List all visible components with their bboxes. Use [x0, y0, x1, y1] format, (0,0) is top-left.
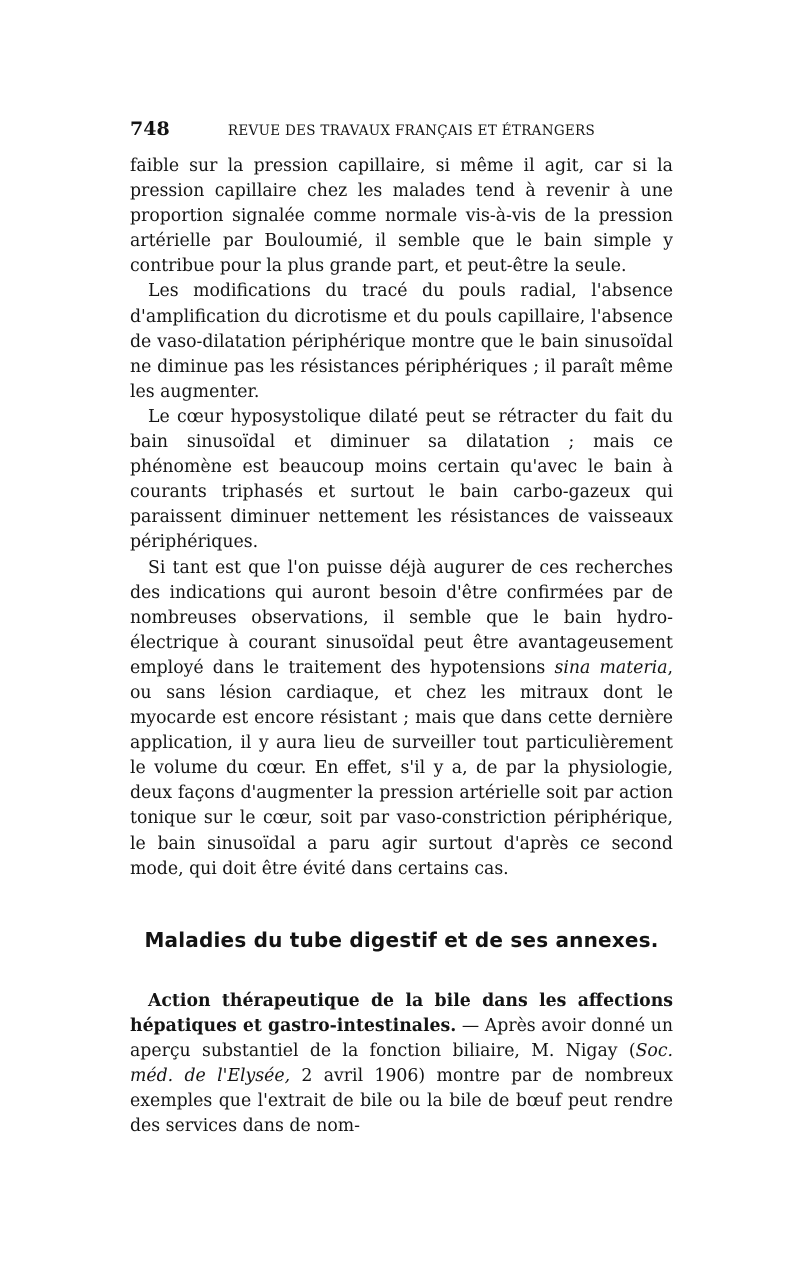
paragraph-2: Les modifications du tracé du pouls radial, l'absence d'amplification du dicrotisme et du pouls capillaire, l'absence de vaso-dilatation périphérique montre que le bain sinusoïdal ne diminue pas les résistances périphériques ; il paraît même les augmenter.	[130, 281, 673, 402]
running-title: REVUE DES TRAVAUX FRANÇAIS ET ÉTRANGERS	[227, 123, 596, 139]
article-paragraph	[130, 989, 673, 1140]
page-number: 748	[130, 118, 170, 140]
article-text-a: — Après avoir donné un aperçu substantiel de la fonction biliaire, M. Nigay (	[130, 1015, 673, 1061]
article-text-b: 2 avril 1906) montre par de nombreux exemples que l'extrait de bile ou la bile de bœuf peut rendre des services dans de nom-	[130, 1066, 673, 1137]
paragraph-4-italic: sina materia	[554, 657, 668, 678]
paragraph-4	[130, 556, 673, 882]
paragraph-3: Le cœur hyposystolique dilaté peut se rétracter du fait du bain sinusoïdal et diminuer sa dilatation ; mais ce phénomène est beaucoup moins certain qu'avec le bain à courants triphasés et surtout le bain carbo-gazeux qui paraissent diminuer nettement les résistances de vaisseaux périphériques.	[130, 406, 673, 553]
article-source: Soc. méd. de l'Elysée,	[130, 1041, 673, 1087]
paragraph-4-text-b: , ou sans lésion cardiaque, et chez les mitraux dont le myocarde est encore résistant ; mais que dans cette dernière application, il y aura lieu de surveiller tout particulièrement le volume du cœur. En effet, s'il y a, de par la physiologie, deux façons d'augmenter la pression artérielle soit par action tonique sur le cœur, soit par vaso-constriction périphérique, le bain sinusoïdal a paru agir surtout d'après ce second mode, qui doit être évité dans certains cas.	[130, 657, 673, 879]
body-text	[130, 154, 673, 1139]
paragraph-1: faible sur la pression capillaire, si même il agit, car si la pression capillaire chez les malades tend à revenir à une proportion signalée comme normale vis-à-vis de la pression artérielle par Bouloumié, il semble que le bain simple y contribue pour la plus grande part, et peut-être la seule.	[130, 156, 673, 277]
paragraph-4-text-a: Si tant est que l'on puisse déjà augurer de ces recherches des indications qui auront besoin d'être confirmées par de nombreuses observations, il semble que le bain hydro-électrique à courant sinusoïdal peut être avantageusement employé dans le traitement des hypotensions	[130, 557, 673, 678]
page	[130, 118, 673, 1139]
running-head	[130, 118, 673, 140]
section-heading: Maladies du tube digestif et de ses annexes.	[144, 927, 659, 952]
article-title: Action thérapeutique de la bile dans les affections hépatiques et gastro-intestinales.	[130, 990, 673, 1036]
